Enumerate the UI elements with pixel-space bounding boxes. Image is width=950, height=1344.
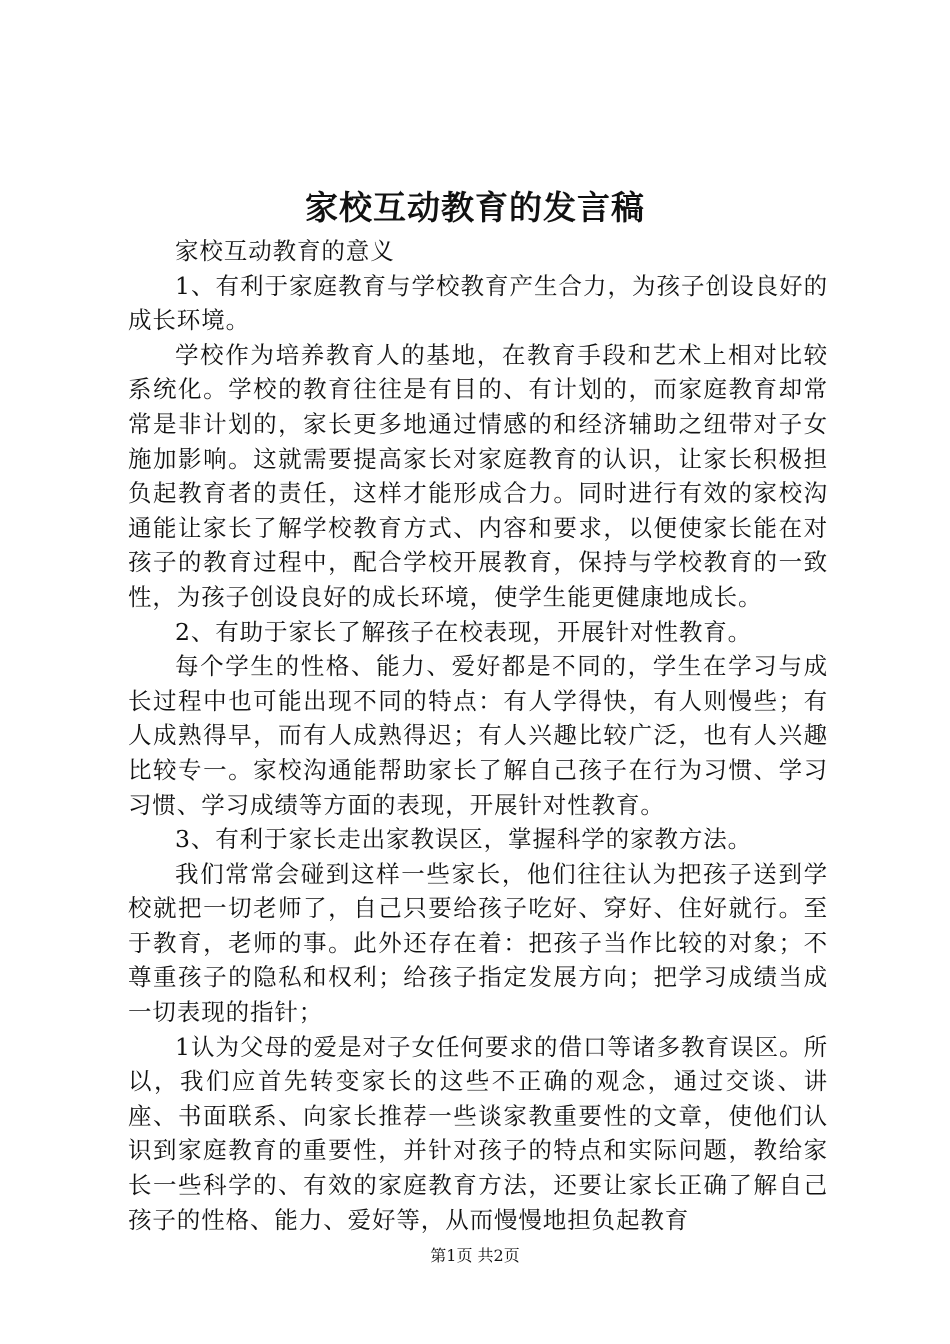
- body-paragraph: 3、有利于家长走出家教误区，掌握科学的家教方法。: [175, 825, 753, 854]
- body-paragraph: 家校互动教育的意义: [175, 237, 395, 265]
- body-paragraph: 1、有利于家庭教育与学校教育产生合力，为孩子创设良好的成长环境。: [128, 271, 828, 335]
- body-paragraph: 1认为父母的爱是对子女任何要求的借口等诸多教育误区。所以，我们应首先转变家长的这些不正确的观念，通过交谈、讲座、书面联系、向家长推荐一些谈家教重要性的文章，使他们认识到家庭教育的重要性，并针对孩子的特点和实际问题，教给家长一些科学的、有效的家庭教育方法，还要让家长正确了解自己孩子的性格、能力、爱好等，从而慢慢地担负起教育: [128, 1032, 828, 1234]
- body-paragraph: 我们常常会碰到这样一些家长，他们往往认为把孩子送到学校就把一切老师了，自己只要给孩子吃好、穿好、住好就行。至于教育，老师的事。此外还存在着：把孩子当作比较的对象；不尊重孩子的隐私和权利；给孩子指定发展方向；把学习成绩当成一切表现的指针；: [128, 859, 828, 1027]
- body-paragraph: 2、有助于家长了解孩子在校表现，开展针对性教育。: [175, 617, 753, 646]
- body-paragraph: 学校作为培养教育人的基地，在教育手段和艺术上相对比较系统化。学校的教育往往是有目的、有计划的，而家庭教育却常常是非计划的，家长更多地通过情感的和经济辅助之纽带对子女施加影响。这就需要提高家长对家庭教育的认识，让家长积极担负起教育者的责任，这样才能形成合力。同时进行有效的家校沟通能让家长了解学校教育方式、内容和要求，以便使家长能在对孩子的教育过程中，配合学校开展教育，保持与学校教育的一致性，为孩子创设良好的成长环境，使学生能更健康地成长。: [128, 340, 828, 611]
- document-title: 家校互动教育的发言稿: [305, 188, 645, 227]
- body-paragraph: 每个学生的性格、能力、爱好都是不同的，学生在学习与成长过程中也可能出现不同的特点：有人学得快，有人则慢些；有人成熟得早，而有人成熟得迟；有人兴趣比较广泛，也有人兴趣比较专一。家校沟通能帮助家长了解自己孩子在行为习惯、学习习惯、学习成绩等方面的表现，开展针对性教育。: [128, 652, 828, 819]
- document-body: [128, 234, 828, 1237]
- page-footer: 第1页 共2页: [430, 1246, 520, 1265]
